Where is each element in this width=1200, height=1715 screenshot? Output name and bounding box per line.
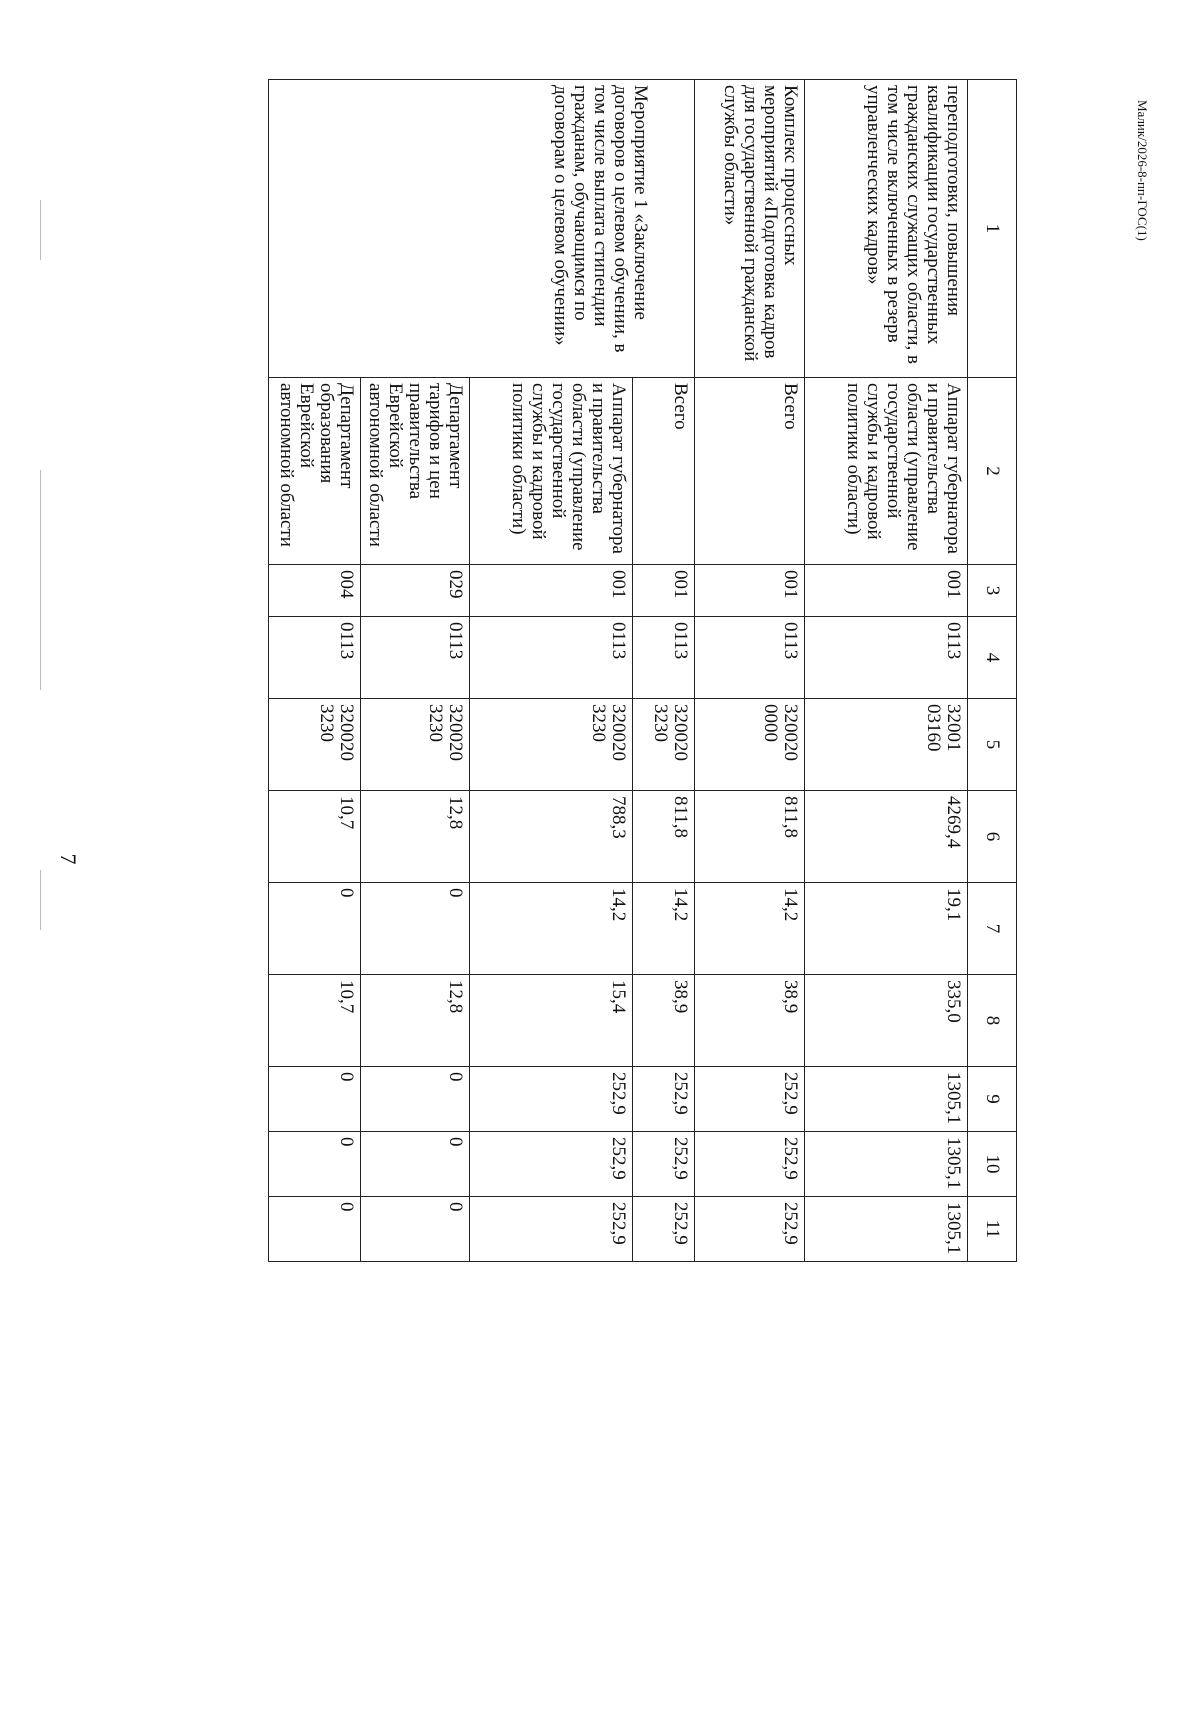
amount-cell: 0 <box>361 883 470 975</box>
column-number: 10 <box>968 1132 1017 1197</box>
table-header-row <box>968 80 1017 1262</box>
amount-cell: 252,9 <box>633 1067 695 1132</box>
amount-cell: 14,2 <box>470 883 633 975</box>
amount-total-cell: 10,7 <box>269 791 361 883</box>
amount-cell: 1305,1 <box>805 1067 968 1132</box>
executor-cell: Аппарат губернатора и правительства области (управление государственной службы и кадровой политики области) <box>470 378 633 565</box>
amount-cell: 0 <box>269 1132 361 1197</box>
target-article-cell: 320020 3230 <box>361 699 470 791</box>
amount-cell: 252,9 <box>470 1197 633 1262</box>
amount-cell: 0 <box>361 1132 470 1197</box>
column-number: 5 <box>968 699 1017 791</box>
target-article-cell: 320020 0000 <box>695 699 805 791</box>
grbs-code-cell: 029 <box>361 565 470 617</box>
amount-cell: 252,9 <box>633 1197 695 1262</box>
column-number: 9 <box>968 1067 1017 1132</box>
amount-cell: 252,9 <box>695 1067 805 1132</box>
grbs-code-cell: 001 <box>805 565 968 617</box>
budget-table <box>268 79 1017 1262</box>
target-article-cell: 320020 3230 <box>269 699 361 791</box>
section-code-cell: 0113 <box>361 617 470 699</box>
section-code-cell: 0113 <box>805 617 968 699</box>
grbs-code-cell: 001 <box>633 565 695 617</box>
column-number: 8 <box>968 975 1017 1067</box>
amount-cell: 10,7 <box>269 975 361 1067</box>
amount-cell: 14,2 <box>633 883 695 975</box>
amount-cell: 1305,1 <box>805 1197 968 1262</box>
grbs-code-cell: 001 <box>695 565 805 617</box>
column-number: 11 <box>968 1197 1017 1262</box>
amount-cell: 0 <box>269 1197 361 1262</box>
amount-cell: 0 <box>361 1067 470 1132</box>
amount-cell: 15,4 <box>470 975 633 1067</box>
amount-cell: 0 <box>269 1067 361 1132</box>
table-row <box>633 80 695 1262</box>
column-number: 7 <box>968 883 1017 975</box>
amount-cell: 0 <box>269 883 361 975</box>
column-number: 1 <box>968 80 1017 378</box>
footer-document-code: Малик/2026-8-пп-ГОС(1) <box>1135 100 1150 241</box>
amount-total-cell: 788,3 <box>470 791 633 883</box>
amount-total-cell: 4269,4 <box>805 791 968 883</box>
column-number: 4 <box>968 617 1017 699</box>
table-row <box>695 80 805 1262</box>
executor-cell: Всего <box>633 378 695 565</box>
table-row <box>805 80 968 1262</box>
amount-cell: 14,2 <box>695 883 805 975</box>
amount-cell: 0 <box>361 1197 470 1262</box>
section-code-cell: 0113 <box>633 617 695 699</box>
event-name-cell: Комплекс процессных мероприятий «Подготовка кадров для государственной гражданской службы области» <box>695 80 805 378</box>
column-number: 3 <box>968 565 1017 617</box>
event-name-cell <box>269 80 695 378</box>
target-article-cell: 320020 3230 <box>470 699 633 791</box>
executor-cell: Департамент тарифов и цен правительства Еврейской автономной области <box>361 378 470 565</box>
section-code-cell: 0113 <box>470 617 633 699</box>
target-article-cell: 32001 03160 <box>805 699 968 791</box>
amount-total-cell: 811,8 <box>695 791 805 883</box>
amount-cell: 1305,1 <box>805 1132 968 1197</box>
executor-cell: Всего <box>695 378 805 565</box>
amount-total-cell: 811,8 <box>633 791 695 883</box>
grbs-code-cell: 004 <box>269 565 361 617</box>
grbs-code-cell: 001 <box>470 565 633 617</box>
amount-cell: 38,9 <box>633 975 695 1067</box>
amount-cell: 12,8 <box>361 975 470 1067</box>
amount-cell: 252,9 <box>633 1132 695 1197</box>
amount-cell: 252,9 <box>695 1132 805 1197</box>
section-code-cell: 0113 <box>269 617 361 699</box>
executor-cell: Департамент образования Еврейской автономной области <box>269 378 361 565</box>
amount-cell: 19,1 <box>805 883 968 975</box>
amount-cell: 252,9 <box>470 1132 633 1197</box>
event-name-text: Мероприятие 1 «Заключение договоров о целевом обучении, в том числе выплата стипендии гражданам, обучающимся по договорам о целевом обучении» <box>550 85 651 353</box>
column-number: 6 <box>968 791 1017 883</box>
amount-cell: 38,9 <box>695 975 805 1067</box>
section-code-cell: 0113 <box>695 617 805 699</box>
page-number: 7 <box>56 853 81 865</box>
target-article-cell: 320020 3230 <box>633 699 695 791</box>
column-number: 2 <box>968 378 1017 565</box>
event-name-cell: переподготовки, повышения квалификации государственных гражданских служащих области, в том числе включенных в резерв управленческих кадров» <box>805 80 968 378</box>
amount-total-cell: 12,8 <box>361 791 470 883</box>
executor-cell: Аппарат губернатора и правительства области (управление государственной службы и кадровой политики области) <box>805 378 968 565</box>
amount-cell: 252,9 <box>695 1197 805 1262</box>
amount-cell: 335,0 <box>805 975 968 1067</box>
amount-cell: 252,9 <box>470 1067 633 1132</box>
